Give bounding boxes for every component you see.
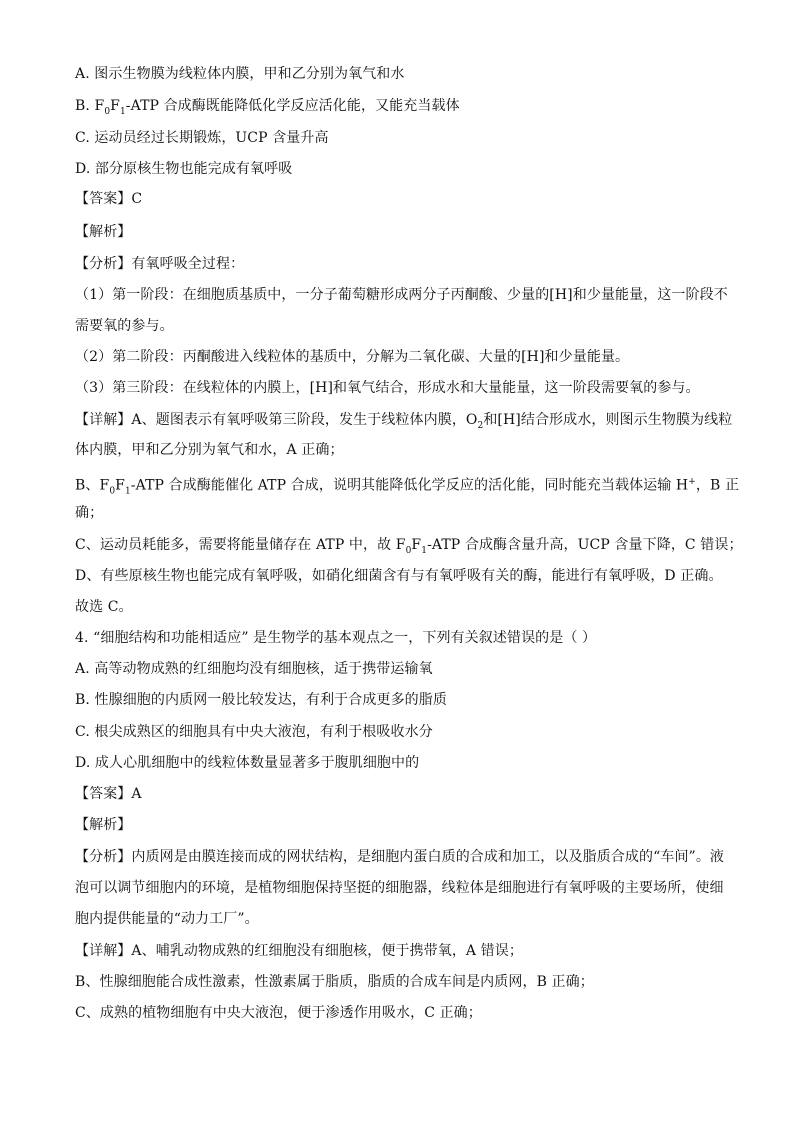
q4-option-a: A. 高等动物成熟的红细胞均没有细胞核，适于携带运输氧 (75, 661, 433, 677)
q3-fenxi: 【分析】有氧呼吸全过程： (75, 256, 245, 272)
q3-detail-c: C、运动员耗能多，需要将能量储存在 ATP 中，故 $F_0F_1$-ATP 合成酶含量升高，UCP 含量下降，C 错误； (75, 537, 743, 556)
q3-option-b: B. $F_0F_1$-ATP 合成酶既能降低化学反应活化能，又能充当载体 (75, 98, 460, 117)
answer-tag: 【答案】 (75, 786, 132, 802)
answer-tag: 【答案】 (75, 191, 132, 207)
q4-detail-b: B、性腺细胞能合成性激素，性激素属于脂质，脂质的合成车间是内质网，B 正确； (75, 974, 594, 990)
q4-fenxi-line1: 【分析】内质网是由膜连接而成的网状结构，是细胞内蛋白质的合成和加工，以及脂质合成的“车间”。液 (75, 849, 725, 865)
q4-option-d: D. 成人心肌细胞中的线粒体数量显著多于腹肌细胞中的 (75, 755, 420, 771)
q3-option-d: D. 部分原核生物也能完成有氧呼吸 (75, 161, 293, 177)
answer-value: A (131, 786, 142, 802)
q4-fenxi-line2: 泡可以调节细胞内的环境，是植物细胞保持坚挺的细胞器，线粒体是细胞进行有氧呼吸的主要场所，使细 (75, 880, 724, 896)
q3-stage1-line2: 需要氧的参与。 (75, 318, 174, 334)
q4-answer (75, 784, 720, 804)
q3-stage3: （3）第三阶段：在线粒体的内膜上，[H]和氧气结合，形成水和大量能量，这一阶段需要氧的参与。 (75, 380, 700, 396)
q3-conclusion: 故选 C。 (75, 599, 133, 615)
q3-detail-a-line1: 【详解】A、题图表示有氧呼吸第三阶段，发生于线粒体内膜，$O_2$和[H]结合形成水，则图示生物膜为线粒 (75, 412, 733, 431)
q3-answer (75, 189, 720, 209)
q3-option-c: C. 运动员经过长期锻炼，UCP 含量升高 (75, 130, 329, 146)
q3-detail-a-line2: 体内膜，甲和乙分别为氧气和水，A 正确； (75, 442, 344, 458)
q3-stage2: （2）第二阶段：丙酮酸进入线粒体的基质中，分解为二氧化碳、大量的[H]和少量能量。 (75, 349, 630, 365)
q4-detail-a: 【详解】A、哺乳动物成熟的红细胞没有细胞核，便于携带氧，A 错误； (75, 943, 523, 959)
q3-stage1-line1: （1）第一阶段：在细胞质基质中，一分子葡萄糖形成两分子丙酮酸、少量的[H]和少量能量，这一阶段不 (75, 287, 728, 303)
answer-value: C (131, 191, 143, 207)
q4-analysis-tag: 【解析】 (75, 817, 132, 833)
q4-detail-c: C、成熟的植物细胞有中央大液泡，便于渗透作用吸水，C 正确； (75, 1005, 482, 1021)
q3-option-a: A. 图示生物膜为线粒体内膜，甲和乙分别为氧气和水 (75, 66, 405, 82)
q4-option-b: B. 性腺细胞的内质网一般比较发达，有利于合成更多的脂质 (75, 692, 447, 708)
q4-option-c: C. 根尖成熟区的细胞具有中央大液泡，有利于根吸收水分 (75, 724, 433, 740)
q3-detail-b-line2: 确； (75, 505, 104, 521)
q3-detail-b-line1: B、$F_0F_1$-ATP 合成酶能催化 ATP 合成，说明其能降低化学反应的活化能，同时能充当载体运输 H+，B 正 (75, 477, 740, 497)
q3-analysis-tag: 【解析】 (75, 224, 132, 240)
q4-fenxi-line3: 胞内提供能量的“动力工厂”。 (75, 911, 259, 927)
q4-stem: 4. “细胞结构和功能相适应” 是生物学的基本观点之一，下列有关叙述错误的是（ ） (75, 630, 597, 646)
q3-detail-d: D、有些原核生物也能完成有氧呼吸，如硝化细菌含有与有氧呼吸有关的酶，能进行有氧呼吸，D 正确。 (75, 568, 723, 584)
